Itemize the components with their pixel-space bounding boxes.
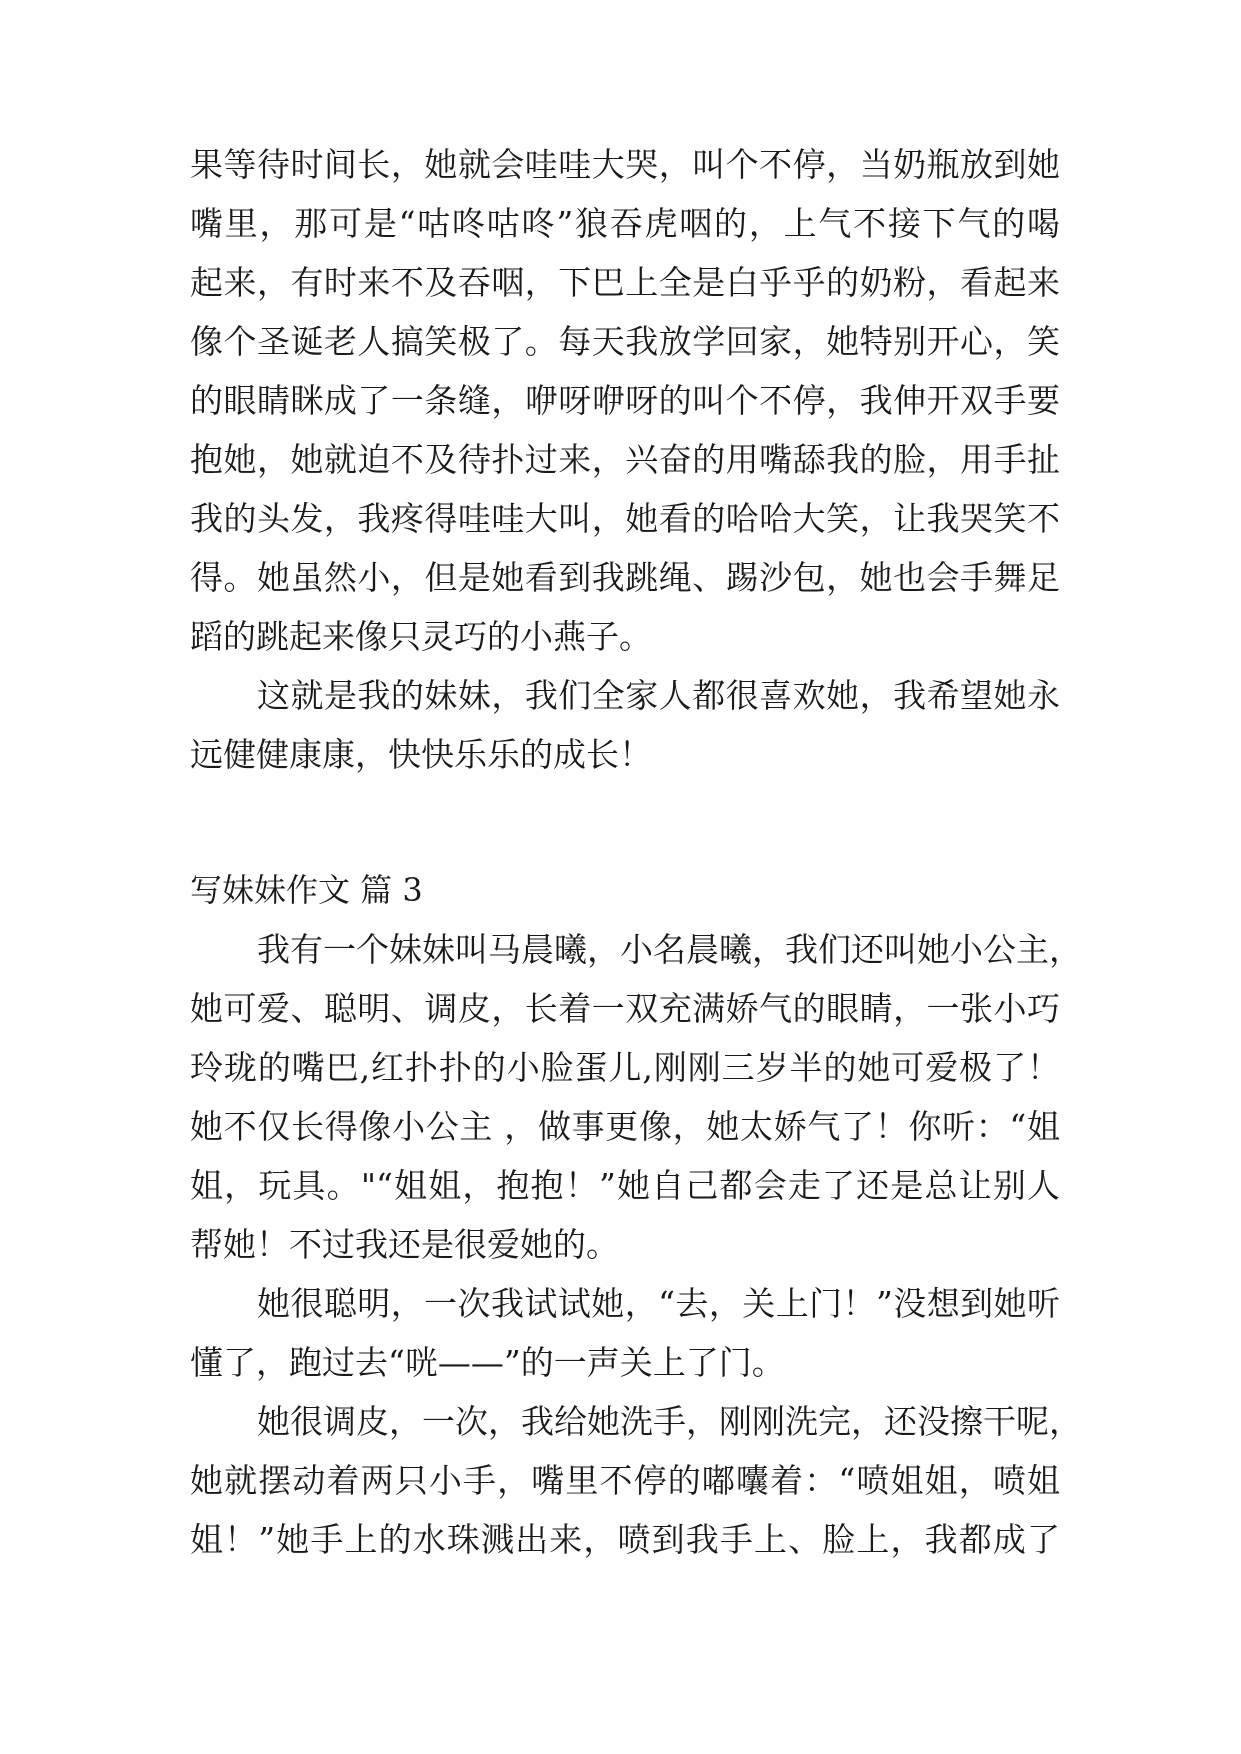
paragraph-line: 得。她虽然小，但是她看到我跳绳、踢沙包，她也会手舞足 xyxy=(190,558,1060,597)
closing-paragraph-line: 远健健康康，快快乐乐的成长！ xyxy=(190,735,652,774)
paragraph-line: 帮她！不过我还是很爱她的。 xyxy=(190,1225,619,1264)
paragraph-line: 她可爱、聪明、调皮，长着一双充满娇气的眼睛，一张小巧 xyxy=(190,989,1060,1028)
paragraph-line: 抱她，她就迫不及待扑过来，兴奋的用嘴舔我的脸，用手扯 xyxy=(190,440,1060,479)
paragraph-line: 姐！”她手上的水珠溅出来，喷到我手上、脸上，我都成了 xyxy=(190,1520,1060,1559)
closing-paragraph-line: 这就是我的妹妹，我们全家人都很喜欢她，我希望她永 xyxy=(257,676,1060,715)
paragraph-line: 嘴里，那可是“咕咚咕咚”狼吞虎咽的，上气不接下气的喝 xyxy=(190,204,1060,243)
paragraph-line: 像个圣诞老人搞笑极了。每天我放学回家，她特别开心，笑 xyxy=(190,322,1060,361)
section-heading: 写妹妹作文 篇 3 xyxy=(190,871,423,909)
paragraph-line: 起来，有时来不及吞咽，下巴上全是白乎乎的奶粉，看起来 xyxy=(190,263,1060,302)
paragraph-line: 果等待时间长，她就会哇哇大哭，叫个不停，当奶瓶放到她 xyxy=(190,145,1060,184)
paragraph-line: 她很调皮，一次，我给她洗手，刚刚洗完，还没擦干呢， xyxy=(257,1402,1082,1441)
paragraph-line: 我有一个妹妹叫马晨曦，小名晨曦，我们还叫她小公主， xyxy=(257,930,1082,969)
paragraph-line: 她不仅长得像小公主 ，做事更像，她太娇气了！你听：“姐 xyxy=(190,1107,1060,1146)
paragraph-line: 她就摆动着两只小手，嘴里不停的嘟囔着：“喷姐姐，喷姐 xyxy=(190,1461,1060,1500)
paragraph-line: 姐，玩具。"“姐姐，抱抱！”她自己都会走了还是总让别人 xyxy=(190,1166,1060,1205)
paragraph-line: 她很聪明，一次我试试她，“去，关上门！”没想到她听 xyxy=(257,1284,1060,1323)
paragraph-line: 我的头发，我疼得哇哇大叫，她看的哈哈大笑，让我哭笑不 xyxy=(190,499,1060,538)
paragraph-line: 玲珑的嘴巴,红扑扑的小脸蛋儿,刚刚三岁半的她可爱极了！ xyxy=(190,1048,1060,1087)
paragraph-line: 蹈的跳起来像只灵巧的小燕子。 xyxy=(190,617,652,656)
paragraph-line: 懂了，跑过去“咣——”的一声关上了门。 xyxy=(190,1343,785,1382)
paragraph-line: 的眼睛眯成了一条缝，咿呀咿呀的叫个不停，我伸开双手要 xyxy=(190,381,1060,420)
